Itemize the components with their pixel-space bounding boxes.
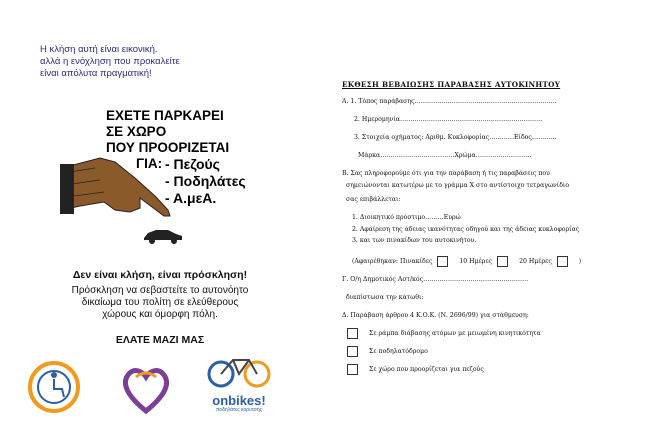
slogan: Δεν είναι κλήση, είναι πρόσκληση! — [72, 269, 248, 281]
join-us-text: ΕΛΑΤΕ ΜΑΖΙ ΜΑΣ — [115, 334, 205, 346]
twenty-days-checkbox[interactable] — [557, 256, 568, 267]
make-color-field: Μάρκα………………………………Χρώμα……………………… — [358, 152, 532, 159]
ten-days-label: 10 Ημέρες — [459, 258, 493, 265]
section-b-line: σημειώνονται κατωτέρω με το γράμμα Χ στο αντίστοιχο τετραγωνίδιο — [346, 182, 570, 189]
removal-label: (Αφαιρέθηκαν: Πινακίδες — [352, 258, 433, 265]
intro-line: είναι απόλυτα πραγματική! — [40, 68, 152, 79]
section-b-line: σας επιβάλλεται: — [346, 196, 401, 203]
wheelchair-association-logo — [24, 355, 84, 419]
officer-field: Γ. Ο/η Δημοτικός Αστ/κός…………………………………………… — [342, 276, 529, 283]
bikelane-label: Σε ποδηλατόδρομο — [368, 348, 428, 355]
ramp-checkbox[interactable] — [347, 328, 358, 339]
option-ramp — [344, 328, 541, 339]
intro-text — [40, 44, 240, 80]
invite-line: χώρους και όμορφη πόλη. — [102, 309, 218, 320]
onbikes-logo — [204, 350, 274, 413]
penalty-item: 1. Διοικητικό πρόστιμο………Ευρώ — [352, 214, 461, 221]
date-field: 2. Ημερομηνία…………………………………………………………… — [354, 116, 543, 123]
section-d-line: Δ. Παράβαση άρθρου 4 Κ.Ο.Κ. (Ν. 2696/99) για στάθμευση: — [342, 312, 529, 319]
section-b-line: Β. Σας πληροφορούμε ότι για την παράβαση ή τις παραβάσεις που — [342, 170, 550, 177]
vehicle-field: 3. Στοιχεία οχήματος: Αριθμ. Κυκλοφορίας…………Είδος………… — [354, 134, 557, 141]
bikelane-checkbox[interactable] — [347, 346, 358, 357]
headline-line: ΓΙΑ: — [136, 156, 163, 171]
pedestrian-checkbox[interactable] — [347, 364, 358, 375]
bicycle-icon — [207, 350, 271, 390]
removal-end: ) — [578, 258, 582, 265]
penalty-item: 2. Αφαίρεση της άδειας ικανότητας οδηγού και της άδειας κυκλοφορίας — [352, 226, 580, 233]
group-item: - Πεζούς — [165, 156, 220, 172]
pedestrian-label: Σε χώρο που προορίζεται για πεζούς — [368, 366, 484, 373]
removal-row — [352, 256, 581, 267]
violation-form — [342, 98, 642, 388]
group-item: - Ποδηλάτες — [165, 173, 246, 189]
ramp-label: Σε ράμπα διάβασης ατόμων με μειωμένη κινητικότητα — [368, 330, 541, 337]
headline-line: ΕΧΕΤΕ ΠΑΡΚΑΡΕΙ — [106, 108, 224, 123]
invitation-text — [40, 285, 280, 321]
invite-line: Πρόσκληση να σεβαστείτε το αυτονόητο — [71, 285, 249, 296]
penalty-item: 3. και των πινακίδων του αυτοκινήτου. — [352, 237, 477, 244]
twenty-days-label: 20 Ημέρες — [519, 258, 552, 265]
heart-hands-logo — [118, 355, 174, 419]
option-bikelane — [344, 346, 428, 357]
car-icon — [142, 226, 184, 244]
headline-line: ΣΕ ΧΩΡΟ — [106, 124, 167, 139]
intro-line: Η κλήση αυτή είναι εικονική. — [40, 44, 158, 55]
onbikes-wordmark: onbikes! — [212, 393, 266, 408]
group-list — [165, 156, 246, 207]
intro-line: αλλά η ενόχληση που προκαλείτε — [40, 56, 180, 67]
ten-days-checkbox[interactable] — [497, 256, 508, 267]
form-title: ΕΚΘΕΣΗ ΒΕΒΑΙΩΣΗΣ ΠΑΡΑΒΑΣΗΣ ΑΥΤΟΚΙΝΗΤΟΥ — [342, 80, 561, 89]
option-pedestrian — [344, 364, 484, 375]
plates-checkbox[interactable] — [437, 256, 448, 267]
group-item: - Α.μεΑ. — [165, 190, 217, 206]
place-field: Α. 1. Τόπος παράβασης…………………………………………………………… — [342, 98, 557, 105]
finding-line: διαπίστωσα την κάτωθι: — [346, 294, 424, 301]
invite-line: δικαίωμα του πολίτη σε ελεύθερους — [81, 297, 239, 308]
headline-line: ΠΟΥ ΠΡΟΟΡΙΖΕΤΑΙ — [106, 140, 230, 155]
onbikes-subtitle: ποδηλάτες κορυτσής — [215, 407, 263, 413]
